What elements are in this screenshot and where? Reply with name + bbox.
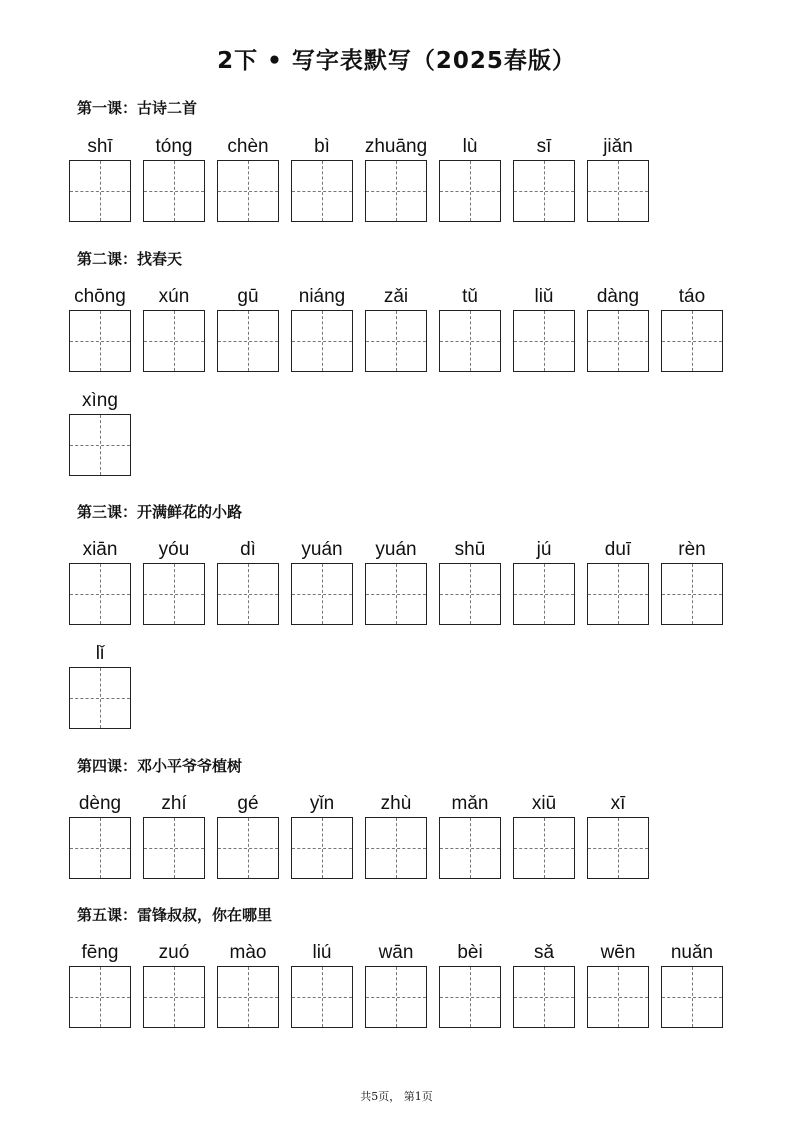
- tianzige-box[interactable]: [661, 310, 723, 372]
- pinyin-label: shī: [87, 136, 113, 157]
- writing-cell: [217, 539, 279, 624]
- tianzige-box[interactable]: [69, 817, 131, 879]
- pinyin-label: zhuāng: [364, 136, 428, 157]
- tianzige-box[interactable]: [69, 310, 131, 372]
- tianzige-box[interactable]: [439, 563, 501, 625]
- guide-line-horizontal: [662, 341, 722, 342]
- guide-line-horizontal: [218, 191, 278, 192]
- guide-line-horizontal: [514, 594, 574, 595]
- pinyin-label: zhí: [161, 793, 187, 814]
- writing-cell: [513, 136, 575, 221]
- guide-line-horizontal: [70, 594, 130, 595]
- lesson-label: 第三课：开满鲜花的小路: [77, 503, 243, 521]
- tianzige-box[interactable]: [217, 966, 279, 1028]
- writing-cell: [439, 136, 501, 221]
- pinyin-label: zuó: [158, 942, 190, 963]
- guide-line-horizontal: [440, 191, 500, 192]
- writing-cell: [365, 942, 427, 1027]
- pinyin-label: xún: [158, 286, 190, 307]
- tianzige-box[interactable]: [291, 563, 353, 625]
- tianzige-box[interactable]: [365, 310, 427, 372]
- guide-line-horizontal: [144, 997, 204, 998]
- tianzige-box[interactable]: [513, 817, 575, 879]
- tianzige-box[interactable]: [513, 310, 575, 372]
- pinyin-label: xiū: [531, 793, 557, 814]
- writing-cell: [587, 136, 649, 221]
- writing-cell: [143, 793, 205, 878]
- writing-cell: [513, 539, 575, 624]
- pinyin-label: yǐn: [309, 793, 335, 814]
- tianzige-box[interactable]: [291, 817, 353, 879]
- writing-cell: [439, 942, 501, 1027]
- guide-line-horizontal: [588, 848, 648, 849]
- tianzige-box[interactable]: [439, 310, 501, 372]
- writing-cell: [439, 793, 501, 878]
- lesson-label: 第二课：找春天: [77, 250, 183, 268]
- tianzige-box[interactable]: [365, 817, 427, 879]
- tianzige-box[interactable]: [365, 563, 427, 625]
- tianzige-box[interactable]: [587, 817, 649, 879]
- guide-line-horizontal: [218, 997, 278, 998]
- writing-cell: [365, 286, 427, 371]
- writing-cell: [291, 286, 353, 371]
- pinyin-label: dèng: [78, 793, 122, 814]
- guide-line-horizontal: [366, 848, 426, 849]
- tianzige-box[interactable]: [291, 310, 353, 372]
- writing-cell: [365, 793, 427, 878]
- pinyin-label: dì: [240, 539, 256, 560]
- writing-cell: [587, 942, 649, 1027]
- writing-cell: [513, 942, 575, 1027]
- pinyin-label: shū: [454, 539, 486, 560]
- writing-cell: [69, 793, 131, 878]
- guide-line-horizontal: [144, 594, 204, 595]
- tianzige-box[interactable]: [217, 160, 279, 222]
- page-title: 2下 • 写字表默写（2025春版）: [217, 48, 576, 74]
- tianzige-box[interactable]: [143, 817, 205, 879]
- tianzige-box[interactable]: [661, 966, 723, 1028]
- page-footer: 共5页， 第1页: [360, 1090, 433, 1103]
- pinyin-label: bì: [314, 136, 330, 157]
- guide-line-horizontal: [440, 848, 500, 849]
- writing-cell: [217, 286, 279, 371]
- writing-cell: [587, 793, 649, 878]
- guide-line-horizontal: [366, 594, 426, 595]
- pinyin-label: yuán: [375, 539, 417, 560]
- pinyin-label: xiān: [82, 539, 118, 560]
- writing-cell: [513, 793, 575, 878]
- tianzige-box[interactable]: [69, 667, 131, 729]
- pinyin-label: nuǎn: [670, 942, 714, 963]
- lesson-label: 第一课：古诗二首: [77, 99, 198, 117]
- guide-line-horizontal: [588, 191, 648, 192]
- pinyin-label: gé: [237, 793, 259, 814]
- tianzige-box[interactable]: [587, 563, 649, 625]
- pinyin-label: lù: [462, 136, 478, 157]
- guide-line-horizontal: [514, 191, 574, 192]
- pinyin-label: jú: [536, 539, 552, 560]
- pinyin-label: tǔ: [462, 286, 478, 307]
- guide-line-horizontal: [292, 997, 352, 998]
- pinyin-label: sī: [536, 136, 552, 157]
- guide-line-horizontal: [144, 341, 204, 342]
- tianzige-box[interactable]: [69, 563, 131, 625]
- writing-cell: [69, 643, 131, 728]
- tianzige-box[interactable]: [439, 817, 501, 879]
- writing-cell: [513, 286, 575, 371]
- guide-line-horizontal: [70, 191, 130, 192]
- guide-line-horizontal: [440, 341, 500, 342]
- pinyin-label: liǔ: [534, 286, 554, 307]
- guide-line-horizontal: [588, 997, 648, 998]
- guide-line-horizontal: [440, 997, 500, 998]
- writing-cell: [291, 793, 353, 878]
- pinyin-label: mào: [229, 942, 267, 963]
- writing-cell: [69, 286, 131, 371]
- guide-line-horizontal: [662, 594, 722, 595]
- writing-cell: [291, 539, 353, 624]
- pinyin-label: liú: [312, 942, 332, 963]
- pinyin-label: dàng: [596, 286, 640, 307]
- guide-line-horizontal: [292, 341, 352, 342]
- tianzige-box[interactable]: [217, 310, 279, 372]
- pinyin-label: bèi: [457, 942, 483, 963]
- pinyin-label: mǎn: [451, 793, 489, 814]
- tianzige-box[interactable]: [513, 966, 575, 1028]
- tianzige-box[interactable]: [587, 310, 649, 372]
- tianzige-box[interactable]: [661, 563, 723, 625]
- guide-line-horizontal: [366, 341, 426, 342]
- guide-line-horizontal: [514, 341, 574, 342]
- guide-line-horizontal: [70, 997, 130, 998]
- writing-cell: [69, 390, 131, 475]
- guide-line-horizontal: [292, 594, 352, 595]
- tianzige-box[interactable]: [513, 563, 575, 625]
- guide-line-horizontal: [514, 997, 574, 998]
- tianzige-box[interactable]: [439, 160, 501, 222]
- pinyin-label: rèn: [678, 539, 706, 560]
- tianzige-box[interactable]: [69, 414, 131, 476]
- writing-cell: [661, 942, 723, 1027]
- writing-cell: [365, 136, 427, 221]
- writing-cell: [143, 942, 205, 1027]
- pinyin-label: xìng: [82, 390, 118, 411]
- tianzige-box[interactable]: [587, 160, 649, 222]
- guide-line-horizontal: [70, 698, 130, 699]
- pinyin-label: gū: [237, 286, 259, 307]
- pinyin-label: chèn: [227, 136, 269, 157]
- guide-line-horizontal: [292, 848, 352, 849]
- writing-cell: [217, 136, 279, 221]
- tianzige-box[interactable]: [143, 310, 205, 372]
- tianzige-box[interactable]: [291, 966, 353, 1028]
- pinyin-label: zhù: [380, 793, 412, 814]
- writing-cell: [217, 793, 279, 878]
- writing-cell: [69, 136, 131, 221]
- guide-line-horizontal: [440, 594, 500, 595]
- pinyin-label: yuán: [301, 539, 343, 560]
- writing-cell: [661, 286, 723, 371]
- lesson-label: 第五课：雷锋叔叔，你在哪里: [77, 906, 273, 924]
- pinyin-label: lǐ: [95, 643, 105, 664]
- tianzige-box[interactable]: [587, 966, 649, 1028]
- writing-cell: [217, 942, 279, 1027]
- guide-line-horizontal: [218, 848, 278, 849]
- guide-line-horizontal: [588, 341, 648, 342]
- tianzige-box[interactable]: [69, 160, 131, 222]
- pinyin-label: duī: [604, 539, 632, 560]
- writing-cell: [587, 539, 649, 624]
- writing-cell: [143, 136, 205, 221]
- tianzige-box[interactable]: [291, 160, 353, 222]
- tianzige-box[interactable]: [69, 966, 131, 1028]
- guide-line-horizontal: [218, 594, 278, 595]
- writing-cell: [661, 539, 723, 624]
- pinyin-label: wēn: [600, 942, 636, 963]
- writing-cell: [143, 286, 205, 371]
- guide-line-horizontal: [144, 848, 204, 849]
- guide-line-horizontal: [144, 191, 204, 192]
- guide-line-horizontal: [218, 341, 278, 342]
- writing-cell: [365, 539, 427, 624]
- writing-cell: [69, 539, 131, 624]
- pinyin-label: táo: [678, 286, 706, 307]
- pinyin-label: xī: [610, 793, 626, 814]
- writing-cell: [587, 286, 649, 371]
- tianzige-box[interactable]: [365, 966, 427, 1028]
- lesson-label: 第四课：邓小平爷爷植树: [77, 757, 243, 775]
- tianzige-box[interactable]: [217, 563, 279, 625]
- pinyin-label: tóng: [155, 136, 193, 157]
- guide-line-horizontal: [70, 848, 130, 849]
- tianzige-box[interactable]: [513, 160, 575, 222]
- guide-line-horizontal: [514, 848, 574, 849]
- tianzige-box[interactable]: [143, 160, 205, 222]
- pinyin-label: zǎi: [383, 286, 409, 307]
- guide-line-horizontal: [70, 445, 130, 446]
- guide-line-horizontal: [70, 341, 130, 342]
- tianzige-box[interactable]: [143, 966, 205, 1028]
- writing-cell: [439, 286, 501, 371]
- tianzige-box[interactable]: [143, 563, 205, 625]
- guide-line-horizontal: [366, 191, 426, 192]
- tianzige-box[interactable]: [439, 966, 501, 1028]
- pinyin-label: wān: [378, 942, 414, 963]
- writing-cell: [143, 539, 205, 624]
- tianzige-box[interactable]: [217, 817, 279, 879]
- pinyin-label: yóu: [158, 539, 190, 560]
- tianzige-box[interactable]: [365, 160, 427, 222]
- writing-cell: [439, 539, 501, 624]
- pinyin-label: sǎ: [533, 942, 555, 963]
- pinyin-label: niáng: [298, 286, 346, 307]
- writing-cell: [291, 136, 353, 221]
- writing-cell: [291, 942, 353, 1027]
- guide-line-horizontal: [588, 594, 648, 595]
- writing-cell: [69, 942, 131, 1027]
- pinyin-label: chōng: [74, 286, 126, 307]
- pinyin-label: jiǎn: [603, 136, 633, 157]
- guide-line-horizontal: [292, 191, 352, 192]
- guide-line-horizontal: [662, 997, 722, 998]
- pinyin-label: fēng: [81, 942, 119, 963]
- guide-line-horizontal: [366, 997, 426, 998]
